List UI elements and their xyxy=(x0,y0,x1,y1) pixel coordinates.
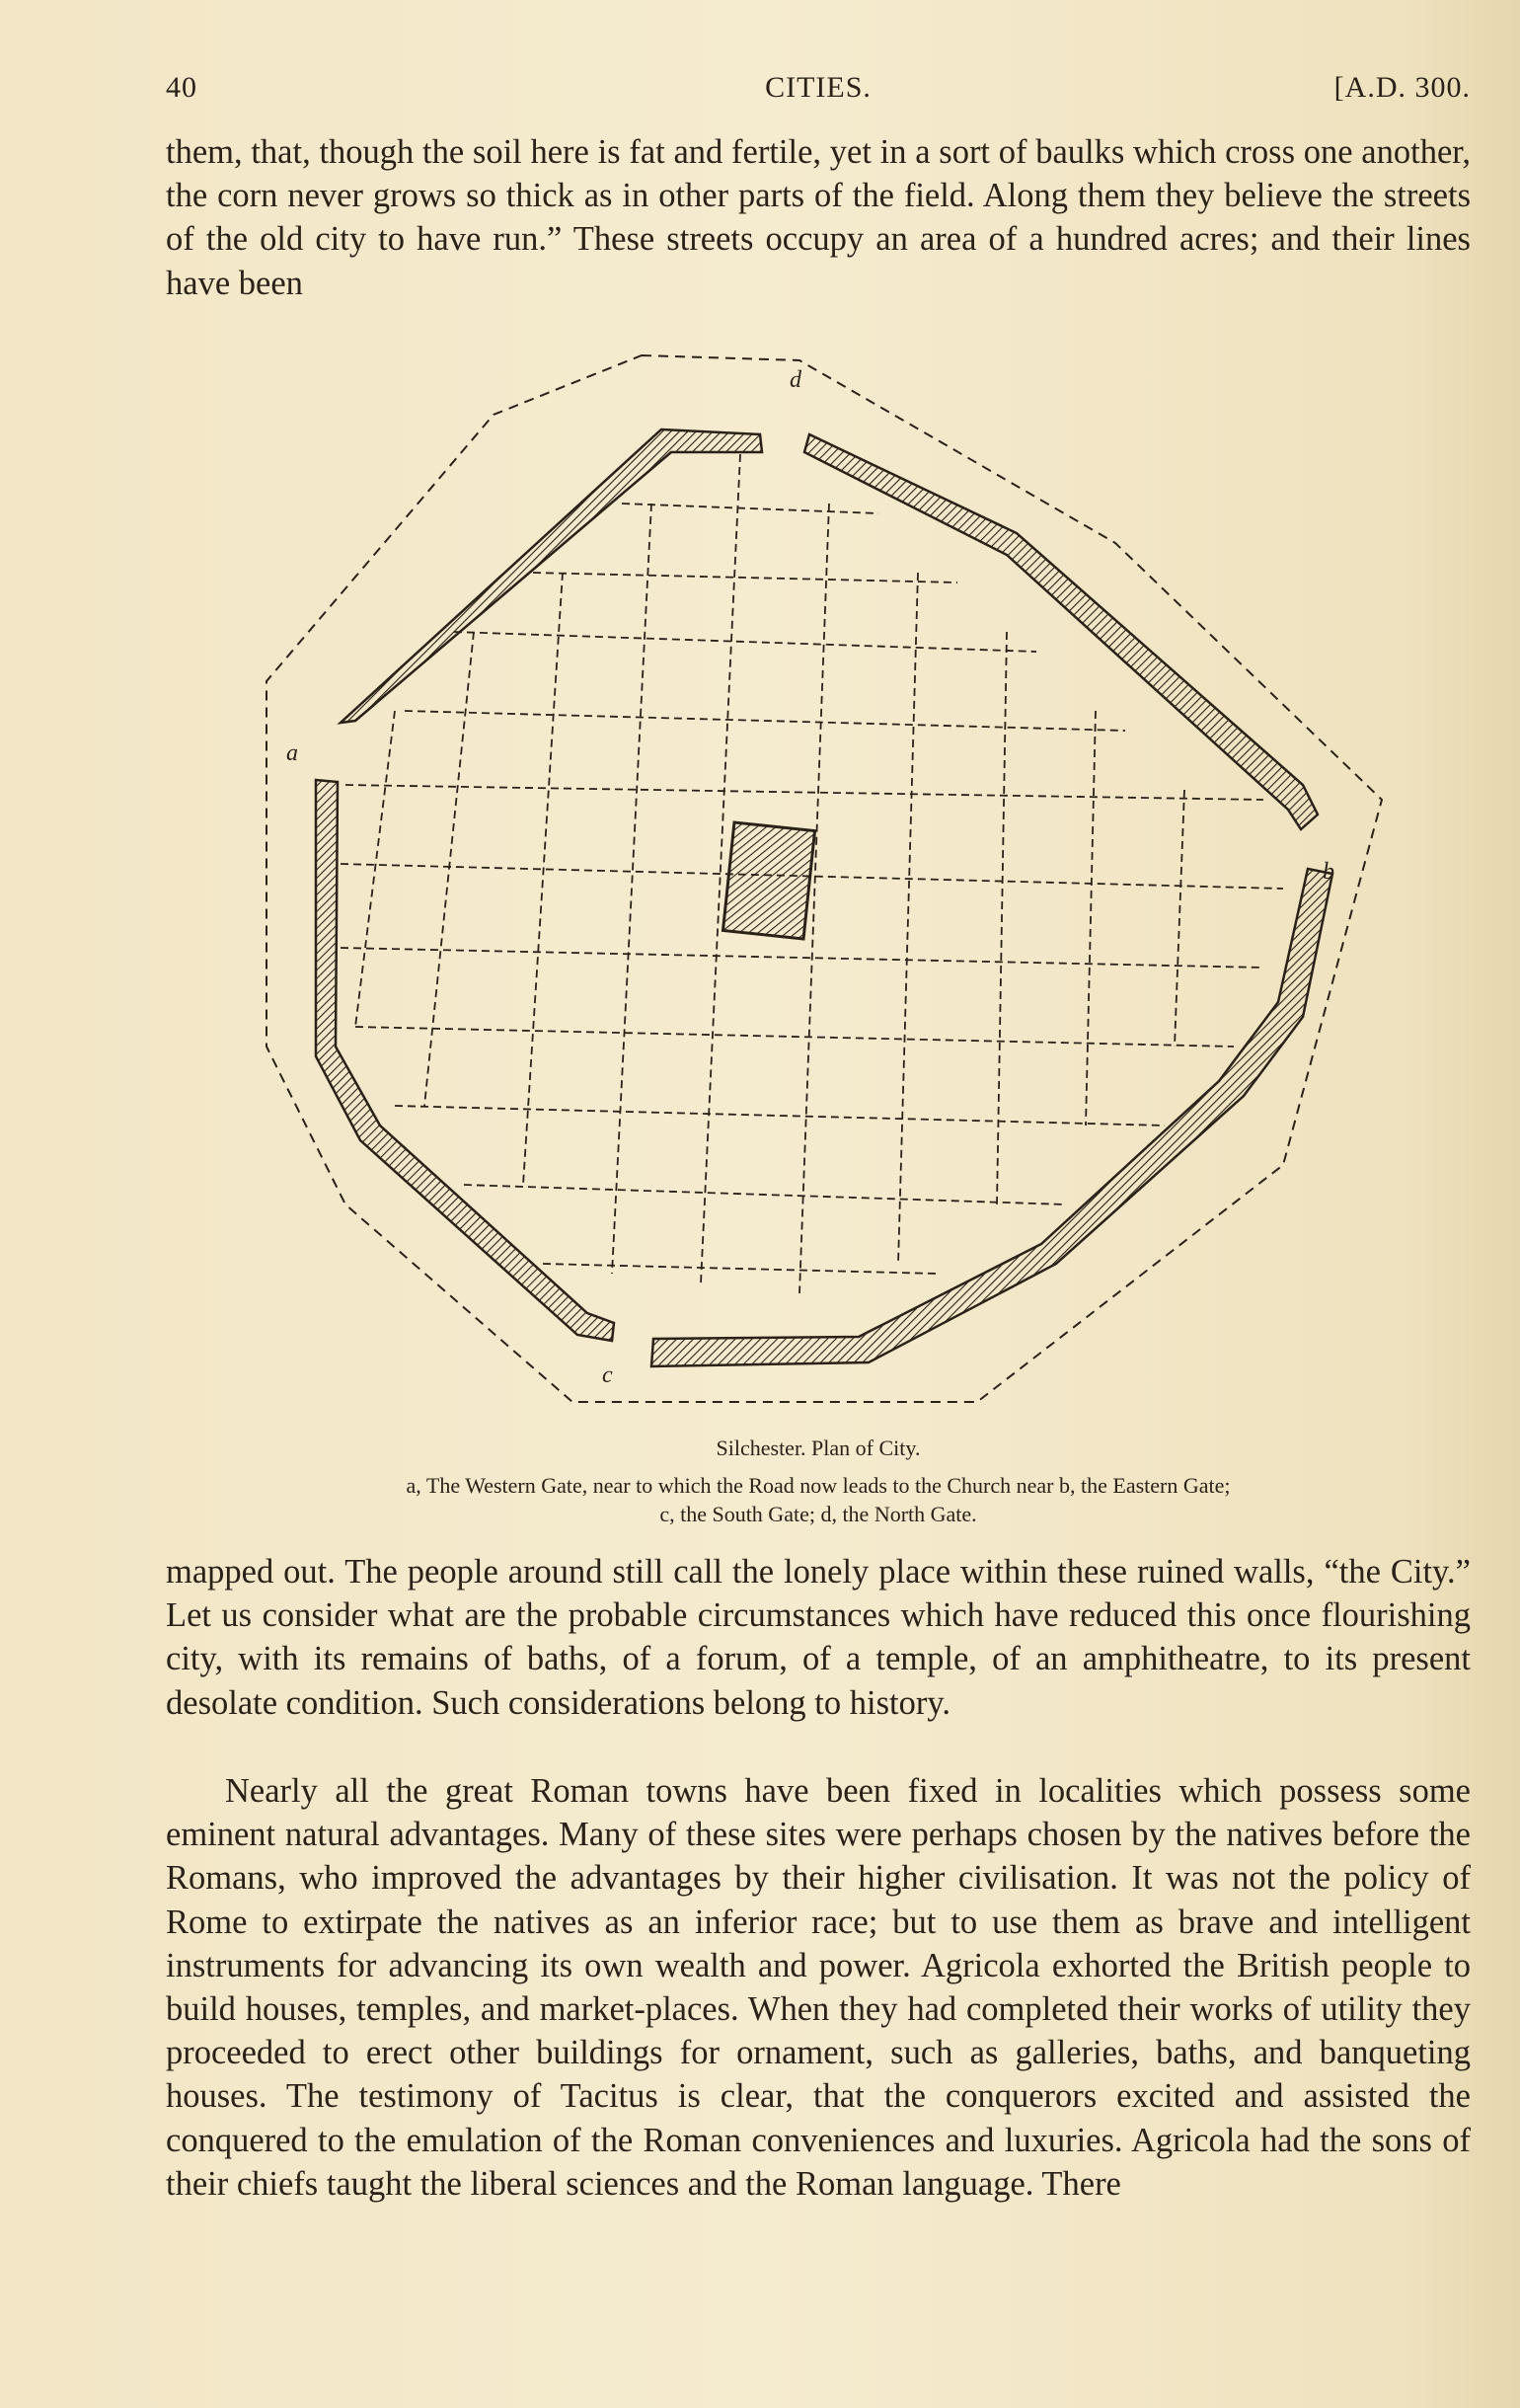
gate-label-c: c xyxy=(602,1362,613,1388)
figure-legend-line-2: c, the South Gate; d, the North Gate. xyxy=(659,1502,977,1526)
central-building xyxy=(722,822,814,939)
running-header xyxy=(166,71,1471,120)
figure-caption-title: Silchester. Plan of City. xyxy=(716,1436,921,1460)
outer-boundary-dashed xyxy=(266,355,1382,1402)
gate-label-b: b xyxy=(1323,859,1334,885)
gate-label-d: d xyxy=(790,367,801,393)
figure-legend-line-1: a, The Western Gate, near to which the Road now leads to the Church near b, the Eastern Gate; xyxy=(406,1473,1231,1498)
page-number: 40 xyxy=(166,71,197,104)
paragraph-roman-towns: Nearly all the great Roman towns have been fixed in localities which possess some eminent natural advantages. Many of these sites were perhaps chosen by the natives before the Romans, who improved the advantages by their higher civilisation. It was not the policy of Rome to extirpate the natives as an inferior race; but to use them as brave and intelligent instruments for advancing its own wealth and power. Agricola exhorted the British people to build houses, temples, and market-places. When they had completed their works of utility they proceeded to erect other buildings for ornament, such as galleries, baths, and banqueting houses. The testimony of Tacitus is clear, that the conquerors excited and assisted the conquered to the emulation of the Roman conveniences and luxuries. Agricola had the sons of their chiefs taught the liberal sciences and the Roman language. There xyxy=(166,1772,1471,2203)
gate-label-a: a xyxy=(286,740,298,766)
silchester-plan-figure xyxy=(247,336,1411,1432)
header-date: [A.D. 300. xyxy=(1333,71,1471,104)
paragraph-city-decline: mapped out. The people around still call the lonely place within these ruined walls, “the City.” Let us consider what are the probable circumstances which have reduced this once flourishing city, with its remains of baths, of a forum, of a temple, of an amphitheatre, to its present desolate condition. Such considerations belong to history. xyxy=(166,1553,1471,1722)
figure-caption-legend xyxy=(166,1471,1471,1528)
running-title: CITIES. xyxy=(765,71,872,104)
paragraph-intro: them, that, though the soil here is fat and fertile, yet in a sort of baulks which cross one another, the corn never grows so thick as in other parts of the field. Along them they believe the streets of the old city to have run.” These streets occupy an area of a hundred acres; and their lines have been xyxy=(166,133,1471,302)
